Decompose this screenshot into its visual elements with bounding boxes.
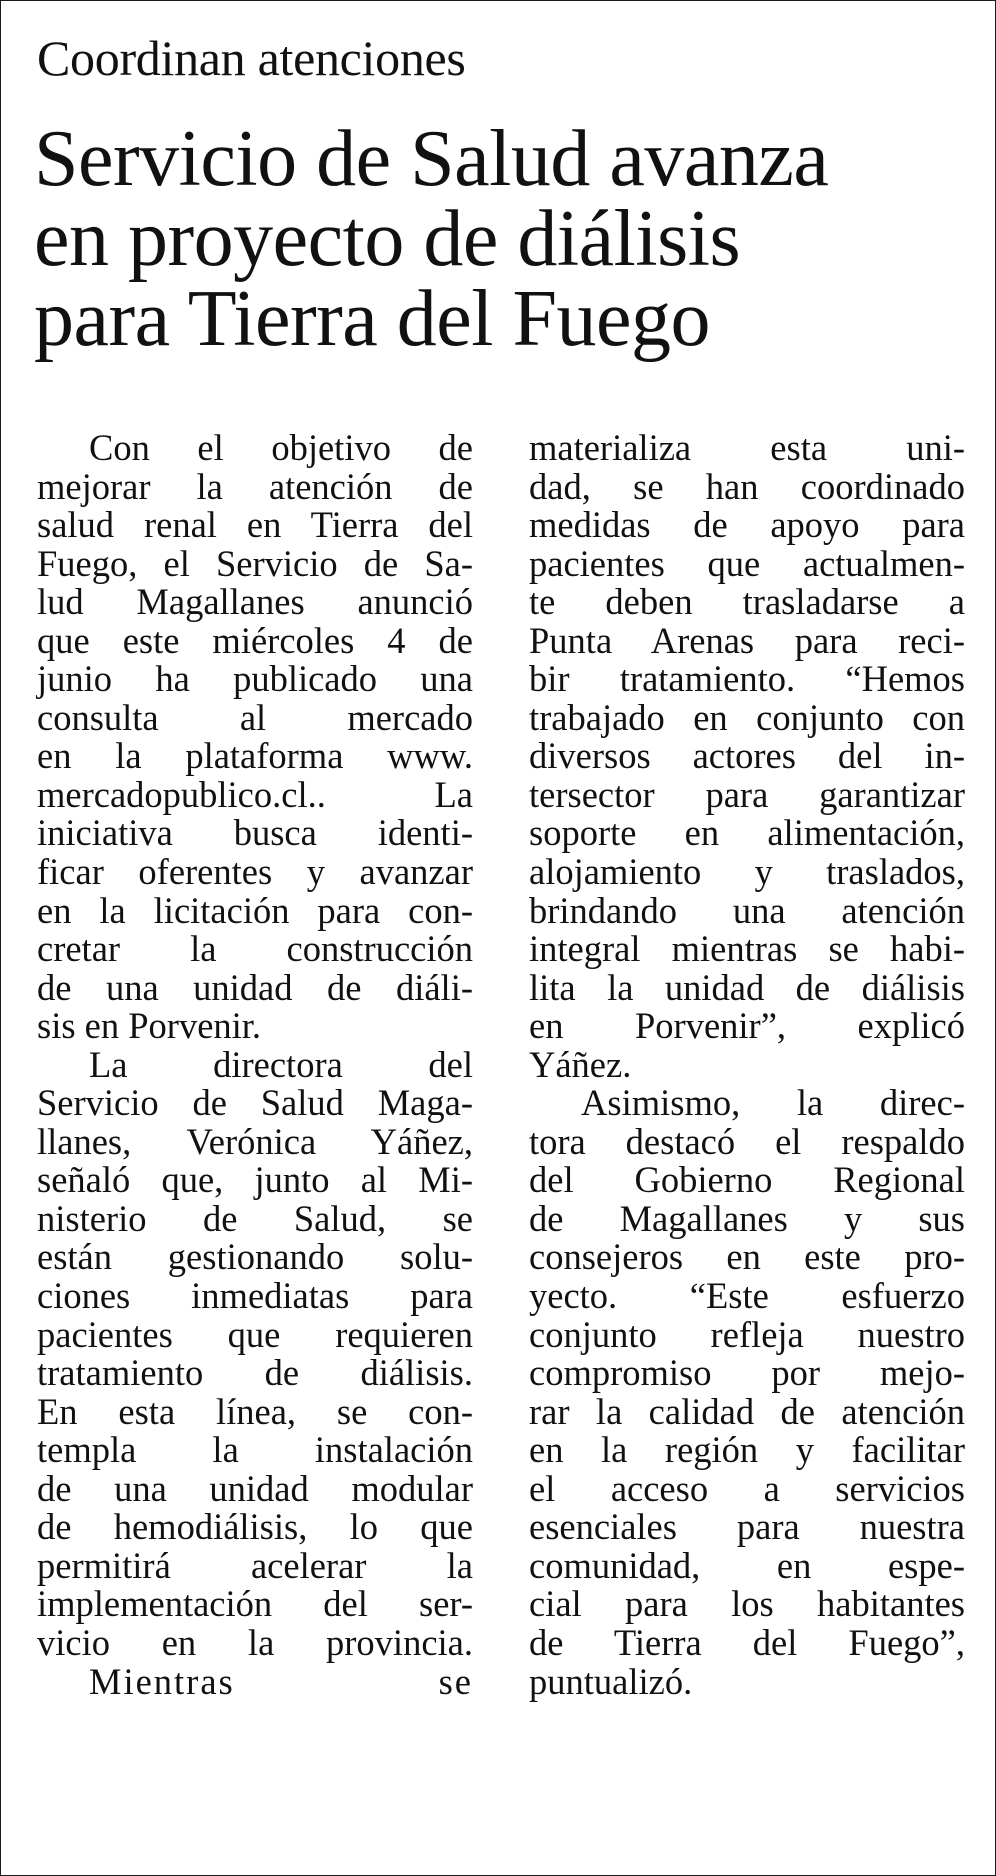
body-line: yecto. “Este esfuerzo — [529, 1275, 965, 1317]
body-line: el acceso a servicios — [529, 1467, 965, 1509]
body-line: Mientras se — [89, 1660, 473, 1702]
body-line: de una unidad modular — [37, 1467, 473, 1509]
body-line: están gestionando solu- — [37, 1236, 473, 1278]
body-line: rar la calidad de atención — [529, 1390, 965, 1432]
body-line: cretar la construcción — [37, 928, 473, 970]
body-line: pacientes que actualmen- — [529, 542, 965, 584]
body-line: permitirá acelerar la — [37, 1544, 473, 1586]
body-line: tersector para garantizar — [529, 773, 965, 815]
body-line: te deben trasladarse a — [529, 581, 965, 623]
headline-line: en proyecto de diálisis — [34, 195, 741, 283]
body-line: cial para los habitantes — [529, 1583, 965, 1625]
body-line: esenciales para nuestra — [529, 1506, 965, 1548]
body-line: mejorar la atención de — [37, 465, 473, 507]
body-line: lita la unidad de diálisis — [529, 966, 965, 1008]
headline-line: Servicio de Salud avanza — [34, 115, 829, 203]
body-line: templa la instalación — [37, 1429, 473, 1471]
body-line: diversos actores del in- — [529, 735, 965, 777]
body-line: de Tierra del Fuego”, — [529, 1621, 965, 1663]
body-line: Con el objetivo de — [89, 427, 473, 468]
body-line: Asimismo, la direc- — [581, 1082, 965, 1124]
body-line: consulta al mercado — [37, 696, 473, 738]
body-column-left — [37, 429, 473, 1701]
body-line: en la licitación para con- — [37, 889, 473, 931]
body-line: medidas de apoyo para — [529, 504, 965, 546]
body-line: tratamiento de diálisis. — [37, 1352, 473, 1394]
body-line: en Porvenir”, explicó — [529, 1005, 965, 1047]
body-line: puntualizó. — [529, 1660, 693, 1702]
body-line: materializa esta uni- — [529, 427, 965, 468]
body-line: Fuego, el Servicio de Sa- — [37, 542, 473, 584]
body-line: bir tratamiento. “Hemos — [529, 658, 965, 700]
body-line: junio ha publicado una — [37, 658, 473, 700]
headline — [34, 115, 974, 363]
body-column-right — [529, 429, 965, 1701]
body-line: dad, se han coordinado — [529, 465, 965, 507]
body-line: Servicio de Salud Maga- — [37, 1082, 473, 1124]
body-line: brindando una atención — [529, 889, 965, 931]
body-line: en la región y facilitar — [529, 1429, 965, 1471]
body-line: compromiso por mejo- — [529, 1352, 965, 1394]
body-line: trabajado en conjunto con — [529, 696, 965, 738]
body-line: de Magallanes y sus — [529, 1197, 965, 1239]
body-line: de una unidad de diáli- — [37, 966, 473, 1008]
body-line: pacientes que requieren — [37, 1313, 473, 1355]
headline-line: para Tierra del Fuego — [34, 275, 711, 363]
body-line: comunidad, en espe- — [529, 1544, 965, 1586]
body-line: ficar oferentes y avanzar — [37, 851, 473, 893]
body-line: integral mientras se habi- — [529, 928, 965, 970]
body-line: La directora del — [89, 1043, 473, 1085]
body-line: ciones inmediatas para — [37, 1275, 473, 1317]
body-line: nisterio de Salud, se — [37, 1197, 473, 1239]
body-line: Punta Arenas para reci- — [529, 619, 965, 661]
body-line: consejeros en este pro- — [529, 1236, 965, 1278]
body-line: salud renal en Tierra del — [37, 504, 473, 546]
body-line: tora destacó el respaldo — [529, 1120, 965, 1162]
body-line: llanes, Verónica Yáñez, — [37, 1120, 473, 1162]
body-line: señaló que, junto al Mi- — [37, 1159, 473, 1201]
body-line: mercadopublico.cl.. La — [37, 773, 473, 815]
body-line: del Gobierno Regional — [529, 1159, 965, 1201]
kicker: Coordinan atenciones — [37, 30, 466, 86]
body-line: Yáñez. — [529, 1043, 632, 1085]
body-line: en la plataforma www. — [37, 735, 473, 777]
body-line: conjunto refleja nuestro — [529, 1313, 965, 1355]
body-line: de hemodiálisis, lo que — [37, 1506, 473, 1548]
body-line: vicio en la provincia. — [37, 1621, 473, 1663]
body-line: iniciativa busca identi- — [37, 812, 473, 854]
body-line: implementación del ser- — [37, 1583, 473, 1625]
body-line: En esta línea, se con- — [37, 1390, 473, 1432]
body-line: lud Magallanes anunció — [37, 581, 473, 623]
body-line: soporte en alimentación, — [529, 812, 965, 854]
body-line: sis en Porvenir. — [37, 1005, 262, 1047]
body-line: alojamiento y traslados, — [529, 851, 965, 893]
body-line: que este miércoles 4 de — [37, 619, 473, 661]
